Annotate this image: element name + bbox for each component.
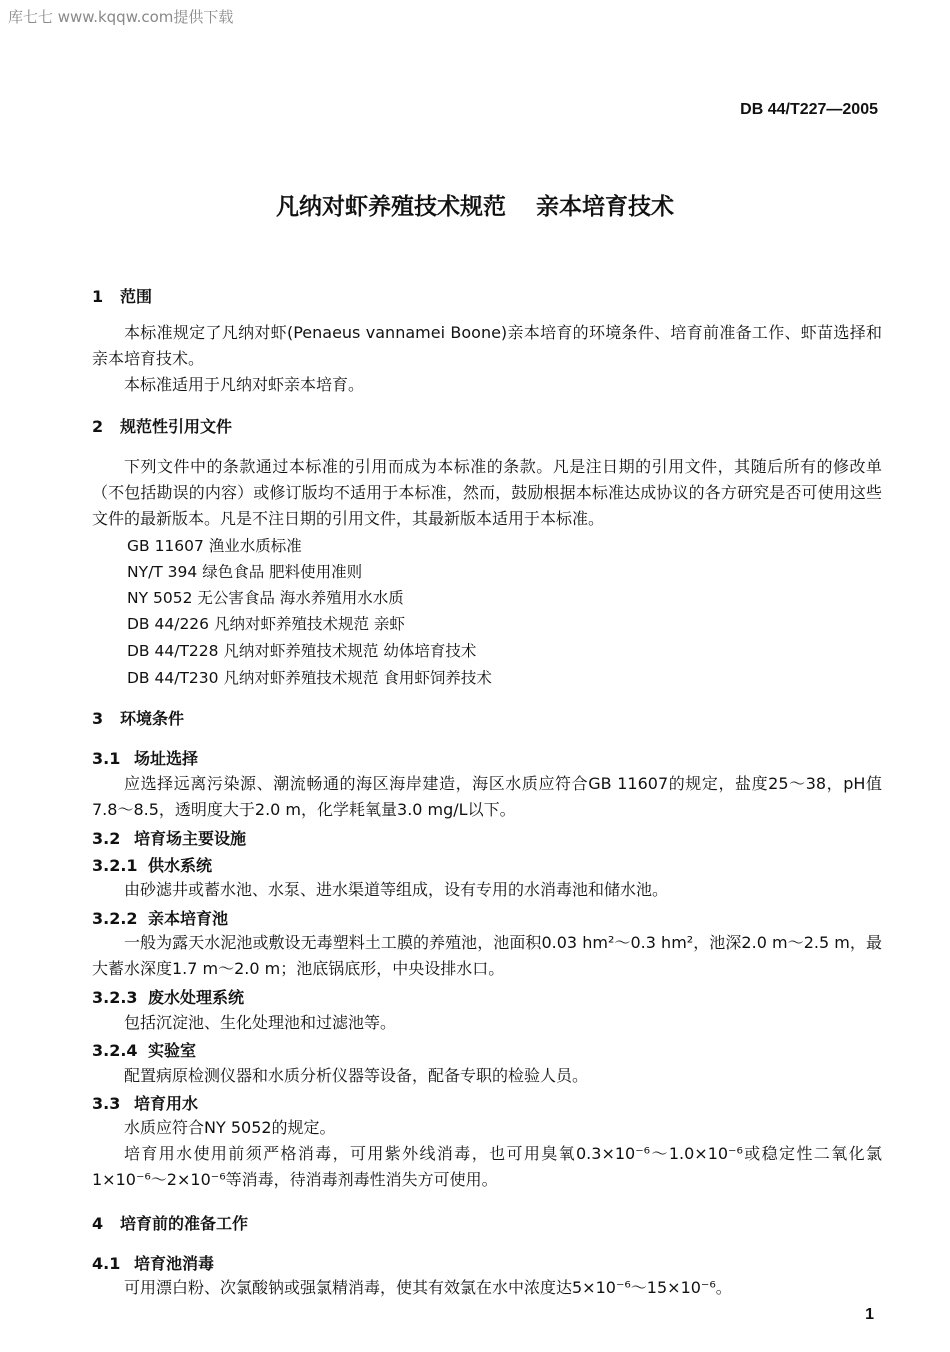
section-number: 3.1 (92, 749, 121, 768)
section-1-paragraph-2: 本标准适用于凡纳对虾亲本培育。 (124, 375, 365, 394)
section-3-heading (92, 706, 184, 729)
section-number: 3.3 (92, 1094, 121, 1113)
section-3-2-heading (92, 826, 246, 849)
section-3-2-3-heading (92, 985, 244, 1008)
document-code: DB 44/T227—2005 (740, 101, 878, 118)
section-3-2-1-heading (92, 853, 212, 876)
section-3-2-2-paragraph: 一般为露天水泥池或敷设无毒塑料土工膜的养殖池，池面积0.03 hm²～0.3 hm²，池深2.0 m～2.5 m，最大蓄水深度1.7 m～2.0 m；池底锅底形，中央设排水口。 (92, 933, 882, 978)
section-3-3-paragraph-1: 水质应符合NY 5052的规定。 (124, 1118, 336, 1137)
section-1-heading (92, 284, 152, 307)
section-3-2-4-paragraph: 配置病原检测仪器和水质分析仪器等设备，配备专职的检验人员。 (124, 1066, 589, 1085)
section-3-2-1-paragraph: 由砂滤井或蓄水池、水泵、进水渠道等组成，设有专用的水消毒池和储水池。 (124, 880, 669, 899)
section-3-2-2-heading (92, 906, 228, 929)
section-number: 4 (92, 1214, 104, 1233)
section-number: 3.2.1 (92, 856, 138, 875)
section-3-2-3-paragraph: 包括沉淀池、生化处理池和过滤池等。 (124, 1013, 397, 1032)
section-3-3-paragraph-2: 培育用水使用前须严格消毒，可用紫外线消毒，也可用臭氧0.3×10⁻⁶～1.0×10⁻⁶或稳定性二氧化氯1×10⁻⁶～2×10⁻⁶等消毒，待消毒剂毒性消失方可使用。 (92, 1144, 882, 1189)
section-title: 亲本培育池 (148, 909, 229, 928)
section-title: 培育前的准备工作 (120, 1214, 249, 1233)
section-4-1-heading (92, 1251, 214, 1274)
reference-item: DB 44/T230 凡纳对虾养殖技术规范 食用虾饲养技术 (127, 669, 492, 687)
section-2-heading (92, 414, 232, 437)
section-number: 4.1 (92, 1254, 121, 1273)
reference-item: NY/T 394 绿色食品 肥料使用准则 (127, 563, 363, 581)
document-title: 凡纳对虾养殖技术规范 亲本培育技术 (275, 194, 674, 220)
section-title: 环境条件 (120, 709, 185, 728)
section-title: 培育池消毒 (134, 1254, 215, 1273)
section-4-1-paragraph: 可用漂白粉、次氯酸钠或强氯精消毒，使其有效氯在水中浓度达5×10⁻⁶～15×10⁻⁶。 (124, 1278, 732, 1297)
section-3-1-heading (92, 746, 198, 769)
section-title: 培育用水 (134, 1094, 199, 1113)
section-title: 范围 (120, 287, 153, 306)
section-title: 场址选择 (134, 749, 199, 768)
section-number: 3.2 (92, 829, 121, 848)
section-number: 3 (92, 709, 104, 728)
section-number: 3.2.4 (92, 1041, 138, 1060)
section-3-1-paragraph: 应选择远离污染源、潮流畅通的海区海岸建造，海区水质应符合GB 11607的规定，盐度25～38，pH值7.8～8.5，透明度大于2.0 m，化学耗氧量3.0 mg/L以下。 (92, 774, 882, 819)
section-1-paragraph-1: 本标准规定了凡纳对虾(Penaeus vannamei Boone)亲本培育的环境条件、培育前准备工作、虾苗选择和亲本培育技术。 (92, 323, 882, 368)
section-number: 1 (92, 287, 104, 306)
page-number: 1 (865, 1306, 874, 1323)
section-number: 3.2.2 (92, 909, 138, 928)
section-3-2-4-heading (92, 1038, 196, 1061)
section-number: 3.2.3 (92, 988, 138, 1007)
section-title: 实验室 (148, 1041, 197, 1060)
section-title: 供水系统 (148, 856, 213, 875)
section-2-paragraph-1: 下列文件中的条款通过本标准的引用而成为本标准的条款。凡是注日期的引用文件，其随后所有的修改单（不包括勘误的内容）或修订版均不适用于本标准，然而，鼓励根据本标准达成协议的各方研究是否可使用这些文件的最新版本。凡是不注日期的引用文件，其最新版本适用于本标准。 (92, 457, 882, 528)
section-title: 培育场主要设施 (134, 829, 247, 848)
watermark: 库七七 www.kqqw.com提供下载 (8, 8, 234, 26)
reference-item: DB 44/226 凡纳对虾养殖技术规范 亲虾 (127, 615, 405, 633)
section-title: 废水处理系统 (148, 988, 245, 1007)
section-number: 2 (92, 417, 104, 436)
reference-item: GB 11607 渔业水质标准 (127, 537, 302, 555)
section-4-heading (92, 1211, 248, 1234)
section-title: 规范性引用文件 (120, 417, 233, 436)
reference-item: DB 44/T228 凡纳对虾养殖技术规范 幼体培育技术 (127, 642, 477, 660)
section-3-3-heading (92, 1091, 198, 1114)
reference-item: NY 5052 无公害食品 海水养殖用水水质 (127, 589, 404, 607)
